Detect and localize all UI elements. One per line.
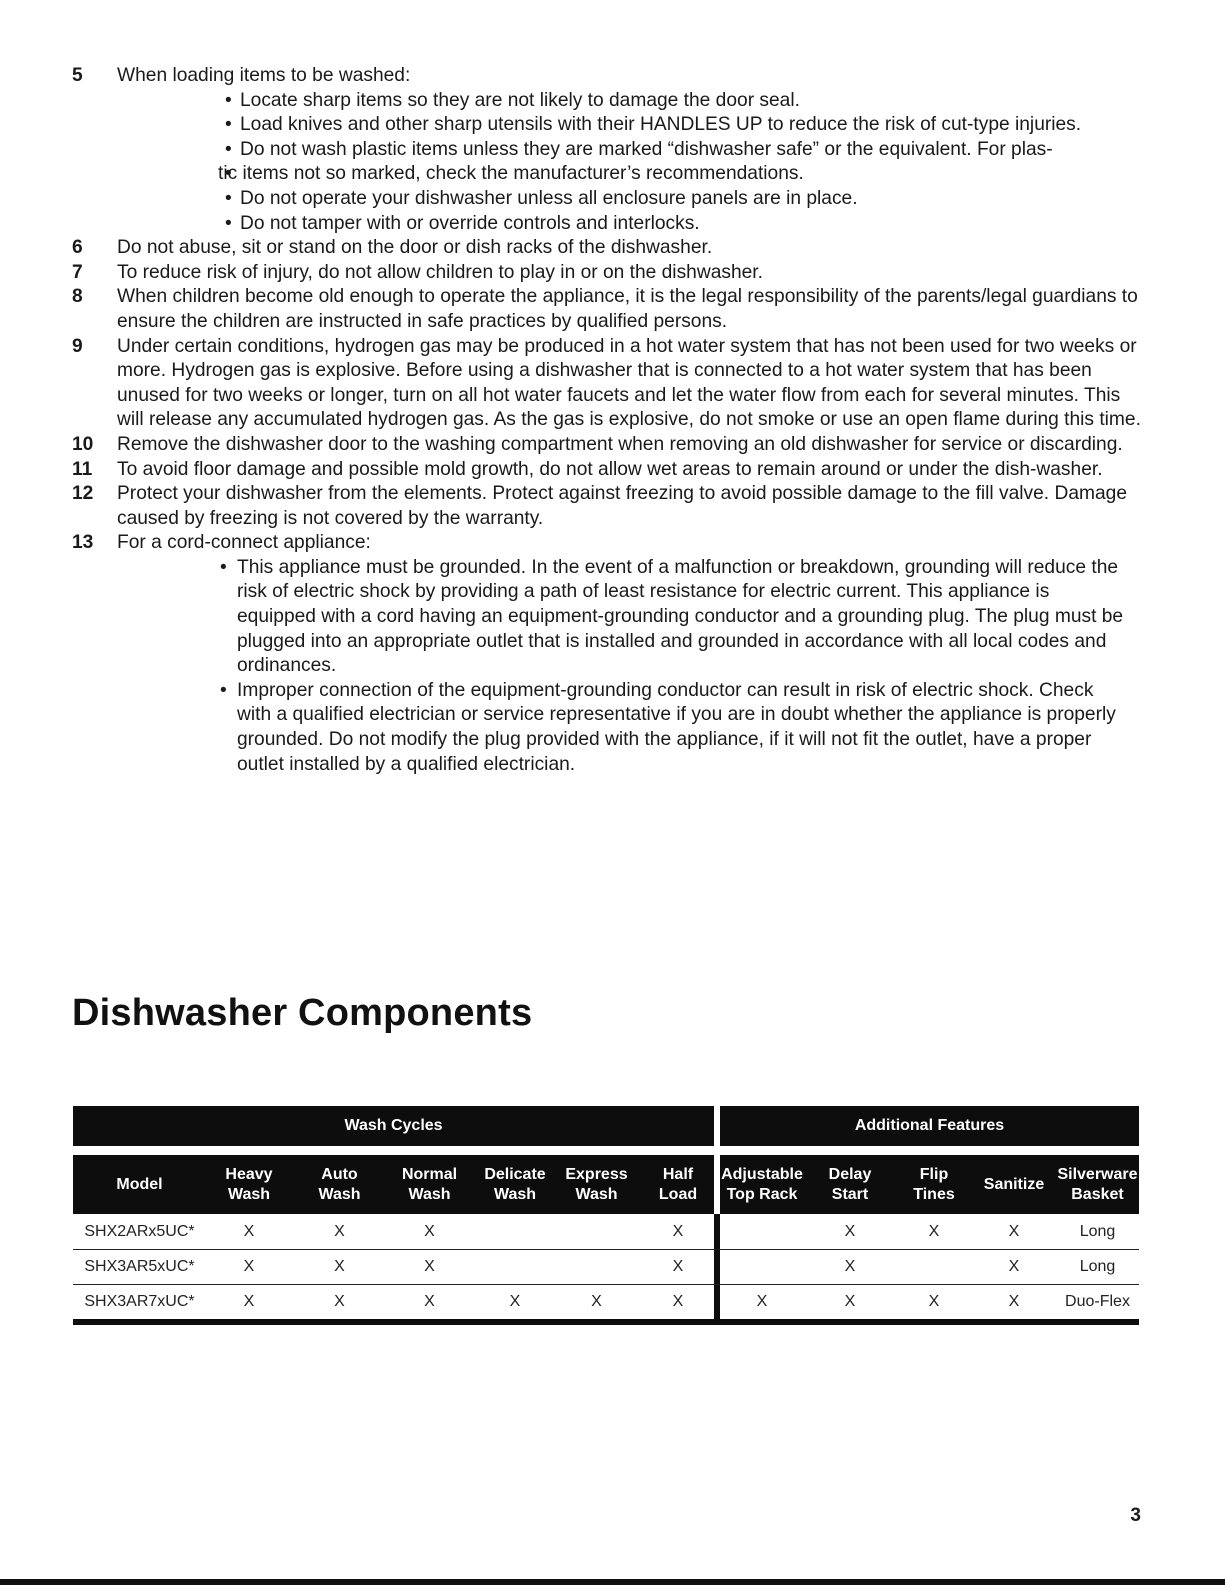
safety-instructions-list [0,64,1225,777]
cell-sanitize: X [1008,1292,1020,1310]
list-item-12 [0,482,1152,531]
table-row [73,1249,1139,1284]
header-half-line1: Half [662,1165,694,1183]
bullet-continuation [218,162,1145,187]
header-silverware-line1: Silverware [1057,1165,1138,1183]
cell-delay: X [844,1292,856,1310]
cell-delicate [472,1214,558,1249]
cell-heavy: X [243,1292,255,1310]
header-heavy-wash [206,1155,292,1214]
item-text: Do not abuse, sit or stand on the door or dish racks of the dishwasher. [117,237,713,259]
header-express-line1: Express [565,1165,628,1183]
header-half-load [635,1155,721,1214]
cell-delay: X [844,1222,856,1240]
header-flip-line1: Flip [919,1165,949,1183]
table-bottom-rule [73,1319,1139,1325]
cell-model: SHX3AR7xUC* [84,1292,195,1310]
item-text: Under certain conditions, hydrogen gas may be produced in a hot water system that has not been used for two weeks or more. Hydrogen gas is explosive. Before using a dishwasher that is connected to a hot water system that has been unused for two weeks or longer, turn on all hot water faucets and let the water flow from each for several minutes. This will release any accumulated hydrogen gas. As the gas is explosive, do not smoke or use an open flame during this time. [117,335,1141,431]
cell-delay: X [844,1257,856,1275]
header-auto-line2: Wash [318,1185,361,1203]
cell-sanitize: X [1008,1222,1020,1240]
header-normal-line2: Wash [408,1185,451,1203]
list-item-6 [0,236,1152,261]
item-number: 7 [72,261,83,283]
header-silverware-line2: Basket [1071,1185,1124,1203]
header-normal-line1: Normal [401,1165,458,1183]
column-headers-wash [73,1155,714,1214]
item-text: Remove the dishwasher door to the washing compartment when removing an old dishwasher for service or discarding. [117,433,1123,455]
cell-silverware: Long [1079,1222,1116,1240]
cell-adjustable [720,1214,804,1249]
item-number: 13 [72,532,94,554]
item-number: 12 [72,483,94,505]
list-item-10 [0,433,1152,458]
header-auto-wash [292,1155,387,1214]
list-item-11 [0,458,1152,483]
item-text: For a cord-connect appliance: [117,532,371,554]
table-row [73,1284,1139,1319]
list-item-9 [0,335,1152,433]
cell-half: X [672,1222,684,1240]
item-text: Protect your dishwasher from the elements. Protect against freezing to avoid possible damage to the fill valve. Damage caused by freezing is not covered by the warranty. [117,483,1127,529]
cell-silverware: Duo-Flex [1065,1292,1130,1310]
item-number: 6 [72,237,83,259]
item-number: 9 [72,335,83,357]
cell-express: X [591,1292,602,1310]
bullet-item: • Improper connection of the equipment-grounding conductor can result in risk of electric shock. Check with a qualified electrician or service representative if you are in doubt whether the appliance is properly grounded. Do not modify the plug provided with the appliance, if it will not fit the outlet, have a proper outlet installed by a qualified electrician. [220,679,1130,777]
header-express-wash [558,1155,635,1214]
header-delay-line2: Start [831,1185,869,1203]
cell-flip: X [928,1222,940,1240]
cell-heavy: X [243,1222,255,1240]
item-text: To reduce risk of injury, do not allow children to play in or on the dishwasher. [117,261,763,283]
item-number: 5 [72,65,83,86]
header-model: Model [116,1175,163,1193]
list-item-8 [0,285,1152,334]
cell-flip [896,1249,972,1284]
item-text: When loading items to be washed: [117,65,411,86]
page-bottom-rule [0,1579,1225,1585]
item-number: 8 [72,286,83,308]
header-auto-line1: Auto [321,1165,358,1183]
header-express-line2: Wash [575,1185,618,1203]
cell-delicate [472,1249,558,1284]
page-number: 3 [1130,1505,1141,1526]
cell-normal: X [424,1222,435,1240]
header-sanitize: Sanitize [983,1175,1045,1193]
cell-adjustable [720,1249,804,1284]
cell-half: X [672,1292,684,1310]
header-adjustable-line1: Adjustable [721,1165,803,1183]
cell-auto: X [334,1292,345,1310]
cell-sanitize: X [1008,1257,1020,1275]
list-item-13 [0,531,1152,777]
header-normal-wash [387,1155,472,1214]
bullet-continuation-text: tic items not so marked, check the manufacturer’s recommendations. [218,163,804,185]
item-number: 11 [72,458,93,480]
header-adjustable-line2: Top Rack [726,1185,798,1203]
bullet-item: • Do not wash plastic items unless they are marked “dishwasher safe” or the equivalent. For plas- [225,138,1145,163]
item-text: To avoid floor damage and possible mold growth, do not allow wet areas to remain around or under the dish-washer. [117,458,1103,480]
table-row [73,1214,1139,1249]
list-item-5 [0,64,1152,236]
header-flip-tines [896,1155,972,1214]
cell-heavy: X [243,1257,255,1275]
item-text: When children become old enough to operate the appliance, it is the legal responsibility of the parents/legal guardians to ensure the children are instructed in safe practices by qualified persons. [117,286,1138,332]
bullet-item: • Locate sharp items so they are not likely to damage the door seal. [225,89,1145,114]
header-heavy-line1: Heavy [225,1165,273,1183]
cell-auto: X [334,1257,345,1275]
bullet-list [220,556,1130,777]
cell-delicate: X [509,1292,521,1310]
cell-express [558,1249,635,1284]
header-flip-line2: Tines [913,1185,955,1203]
cell-silverware: Long [1079,1257,1116,1275]
group-header-wash-cycles: Wash Cycles [73,1106,714,1146]
bullet-item: • Do not operate your dishwasher unless all enclosure panels are in place. [225,187,1145,212]
cell-half: X [672,1257,684,1275]
cell-auto: X [334,1222,345,1240]
group-header-additional-features: Additional Features [720,1106,1139,1146]
cell-express [558,1214,635,1249]
item-number: 10 [72,433,94,455]
header-delay-start [804,1155,896,1214]
cell-normal: X [424,1257,435,1275]
header-delicate-line1: Delicate [484,1165,546,1183]
header-delicate-line2: Wash [493,1185,537,1203]
header-heavy-line2: Wash [227,1185,271,1203]
column-headers-additional [720,1155,1139,1214]
header-delay-line1: Delay [828,1165,872,1183]
header-adjustable-top-rack [720,1155,804,1214]
header-silverware-basket [1056,1155,1139,1214]
cell-model: SHX2ARx5UC* [84,1222,195,1240]
cell-normal: X [424,1292,435,1310]
cell-model: SHX3AR5xUC* [84,1257,195,1275]
header-delicate-wash [472,1155,558,1214]
list-item-7 [0,261,1152,286]
section-title: Dishwasher Components [72,992,533,1034]
bullet-item: • Do not tamper with or override controls and interlocks. [225,212,1145,237]
bullet-item: • This appliance must be grounded. In the event of a malfunction or breakdown, grounding will reduce the risk of electric shock by providing a path of least resistance for electric current. This appliance is equipped with a cord having an equipment-grounding conductor and a grounding plug. The plug must be plugged into an appropriate outlet that is installed and grounded in accordance with all local codes and ordinances. [220,556,1130,679]
header-half-line2: Load [658,1185,698,1203]
bullet-list [218,89,1145,237]
bullet-item: • Load knives and other sharp utensils with their HANDLES UP to reduce the risk of cut-type injuries. [225,113,1145,138]
cell-adjustable: X [756,1292,768,1310]
cell-flip: X [928,1292,940,1310]
